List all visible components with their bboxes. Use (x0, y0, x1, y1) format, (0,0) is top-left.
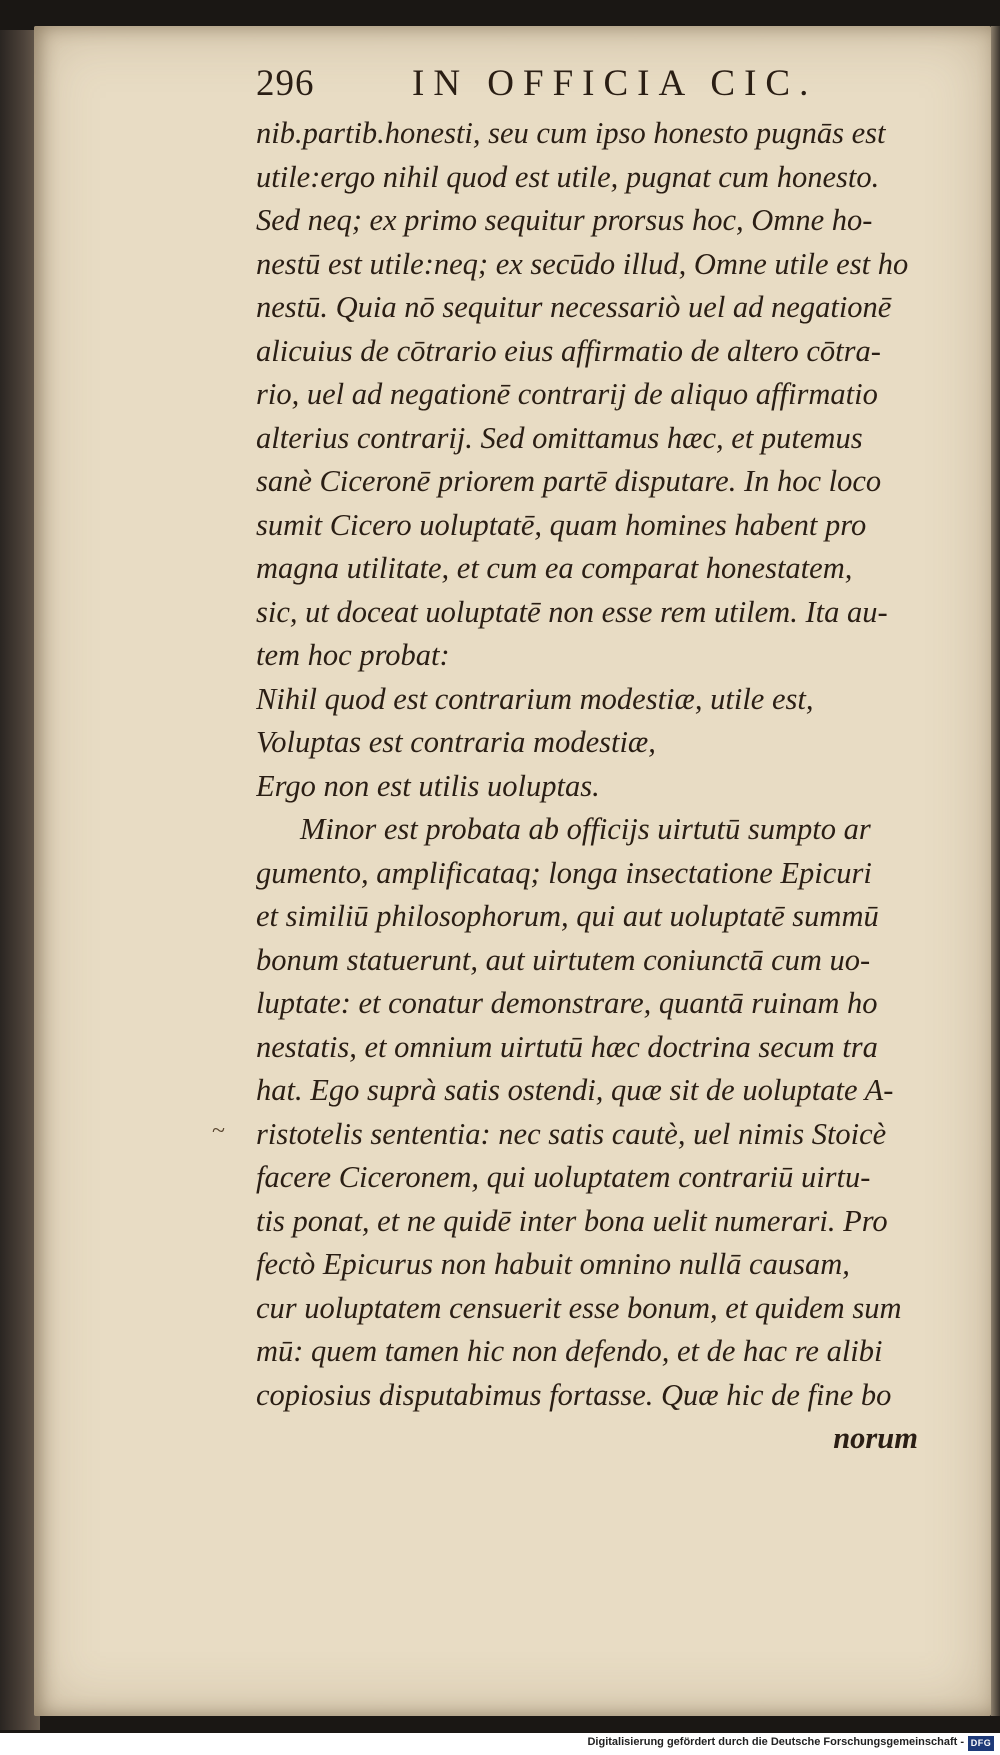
text-line: alicuius de cōtrario eius affirmatio de altero cōtra- (256, 333, 881, 368)
text-line: fectò Epicurus non habuit omnino nullā causam, (256, 1247, 850, 1281)
credit-bar (0, 1733, 1000, 1755)
text-line: facere Ciceronem, qui uoluptatem contrariū uirtu- (256, 1160, 871, 1194)
page-number: 296 (256, 63, 315, 104)
text-line: nestatis, et omnium uirtutū hæc doctrina secum tra (256, 1029, 878, 1064)
text-body (256, 112, 926, 1461)
text-line: rio, uel ad negationē contrarij de aliquo affirmatio (256, 377, 878, 411)
paragraph-start-line: Minor est probata ab officijs uirtutū sumpto ar (300, 812, 871, 846)
dfg-logo-icon: DFG (968, 1736, 994, 1751)
text-line: nestū est utile:neq; ex secūdo illud, Omne utile est ho (256, 246, 909, 281)
syllogism-line: Ergo non est utilis uoluptas. (256, 768, 600, 803)
running-head (256, 62, 876, 112)
text-line: luptate: et conatur demonstrare, quantā ruinam ho (256, 986, 878, 1020)
credit-text: Digitalisierung gefördert durch die Deutsche Forschungsgemeinschaft - (587, 1736, 964, 1748)
text-line: tis ponat, et ne quidē inter bona uelit numerari. Pro (256, 1203, 888, 1238)
text-line: et similiū philosophorum, qui aut uoluptatē summū (256, 899, 879, 933)
text-line: cur uoluptatem censuerit esse bonum, et quidem sum (256, 1290, 902, 1325)
text-line: ristotelis sententia: nec satis cautè, uel nimis Stoicè (256, 1116, 887, 1151)
syllogism-line: Voluptas est contraria modestiæ, (256, 725, 656, 759)
syllogism-line: Nihil quod est contrarium modestiæ, utile est, (256, 681, 814, 716)
text-line: tem hoc probat: (256, 638, 450, 672)
running-title: IN OFFICIA CIC. (412, 63, 818, 104)
text-line: gumento, amplificataq; longa insectatione Epicuri (256, 855, 872, 890)
catchword: norum (833, 1421, 918, 1455)
text-line: sumit Cicero uoluptatē, quam homines habent pro (256, 507, 867, 542)
text-line: alterius contrarij. Sed omittamus hæc, et putemus (256, 420, 863, 455)
text-line: mū: quem tamen hic non defendo, et de hac re alibi (256, 1334, 883, 1368)
text-line: sanè Ciceronē priorem partē disputare. In hoc loco (256, 464, 882, 498)
text-line: bonum statuerunt, aut uirtutem coniunctā cum uo- (256, 942, 871, 977)
page-edge (991, 26, 1000, 1716)
text-line: magna utilitate, et cum ea comparat honestatem, (256, 551, 853, 585)
text-line: nib.partib.honesti, seu cum ipso honesto pugnās est (256, 116, 886, 150)
text-line: nestū. Quia nō sequitur necessariò uel ad negationē (256, 290, 892, 324)
text-line: sic, ut doceat uoluptatē non esse rem utilem. Ita au- (256, 594, 888, 629)
text-line: copiosius disputabimus fortasse. Quæ hic de fine bo (256, 1377, 892, 1412)
text-line: Sed neq; ex primo sequitur prorsus hoc, Omne ho- (256, 203, 873, 237)
text-line: hat. Ego suprà satis ostendi, quæ sit de uoluptate A- (256, 1073, 894, 1107)
text-line: utile:ergo nihil quod est utile, pugnat cum honesto. (256, 159, 880, 194)
margin-mark: ~ (212, 1118, 225, 1144)
